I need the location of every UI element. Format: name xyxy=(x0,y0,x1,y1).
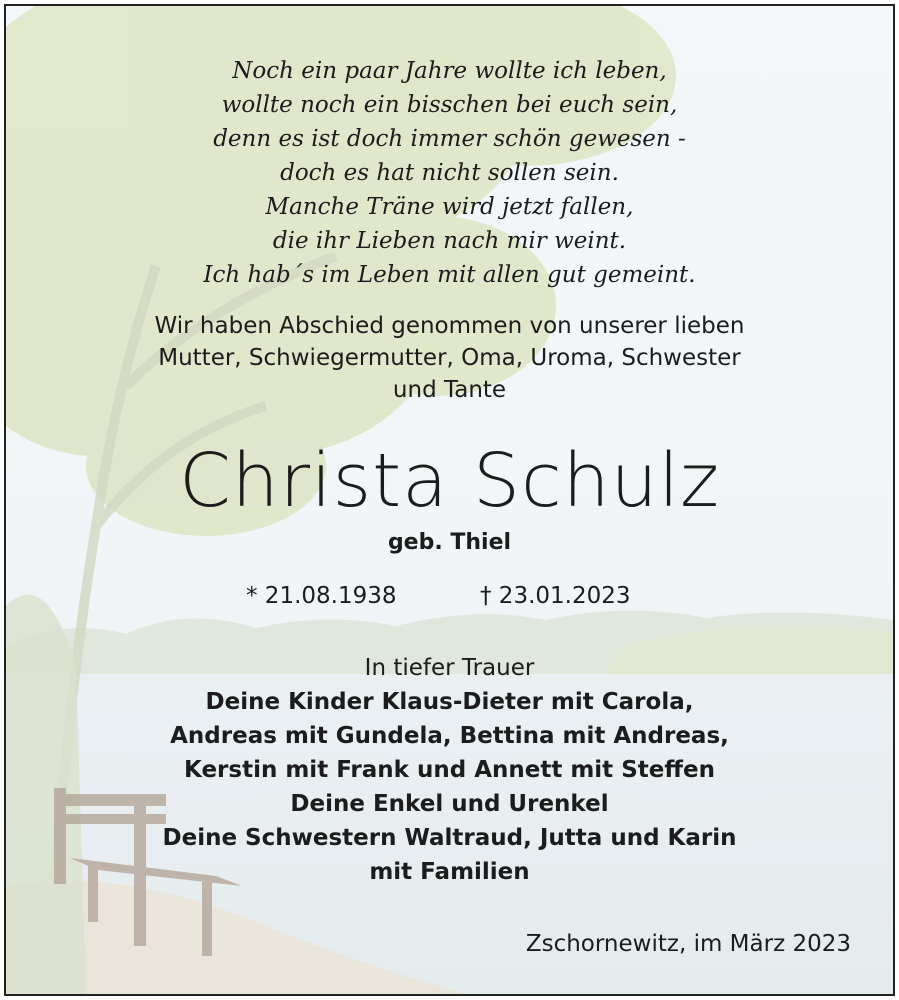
intro-line: Wir haben Abschied genommen von unserer lieben xyxy=(154,313,745,339)
poem-line: denn es ist doch immer schön gewesen - xyxy=(213,126,686,152)
mourner-line: Deine Kinder Klaus-Dieter mit Carola, xyxy=(205,689,694,715)
mourner-line: Kerstin mit Frank und Annett mit Steffen xyxy=(184,757,715,783)
mourner-line: Deine Enkel und Urenkel xyxy=(290,791,609,817)
poem-line: die ihr Lieben nach mir weint. xyxy=(272,228,627,254)
poem-line: Noch ein paar Jahre wollte ich leben, xyxy=(232,58,667,84)
mourners-list xyxy=(6,685,893,889)
mourner-line: mit Familien xyxy=(369,859,530,885)
mourner-line: Andreas mit Gundela, Bettina mit Andreas, xyxy=(170,723,729,749)
poem-line: wollte noch ein bisschen bei euch sein, xyxy=(221,92,678,118)
place-and-date: Zschornewitz, im März 2023 xyxy=(525,931,851,957)
memorial-poem xyxy=(6,54,893,292)
obituary-card xyxy=(4,4,895,996)
intro-line: und Tante xyxy=(392,377,507,403)
poem-line: doch es hat nicht sollen sein. xyxy=(280,160,619,186)
birth-date: * 21.08.1938 xyxy=(246,583,397,609)
farewell-intro xyxy=(6,310,893,406)
maiden-name: geb. Thiel xyxy=(387,530,512,555)
mourning-heading: In tiefer Trauer xyxy=(364,655,535,681)
death-date: † 23.01.2023 xyxy=(480,583,631,609)
poem-line: Ich hab´s im Leben mit allen gut gemeint. xyxy=(203,262,696,288)
deceased-name: Christa Schulz xyxy=(179,438,720,524)
intro-line: Mutter, Schwiegermutter, Oma, Uroma, Schwester xyxy=(158,345,741,371)
poem-line: Manche Träne wird jetzt fallen, xyxy=(265,194,634,220)
mourner-line: Deine Schwestern Waltraud, Jutta und Karin xyxy=(162,825,737,851)
notice-content xyxy=(6,6,893,994)
